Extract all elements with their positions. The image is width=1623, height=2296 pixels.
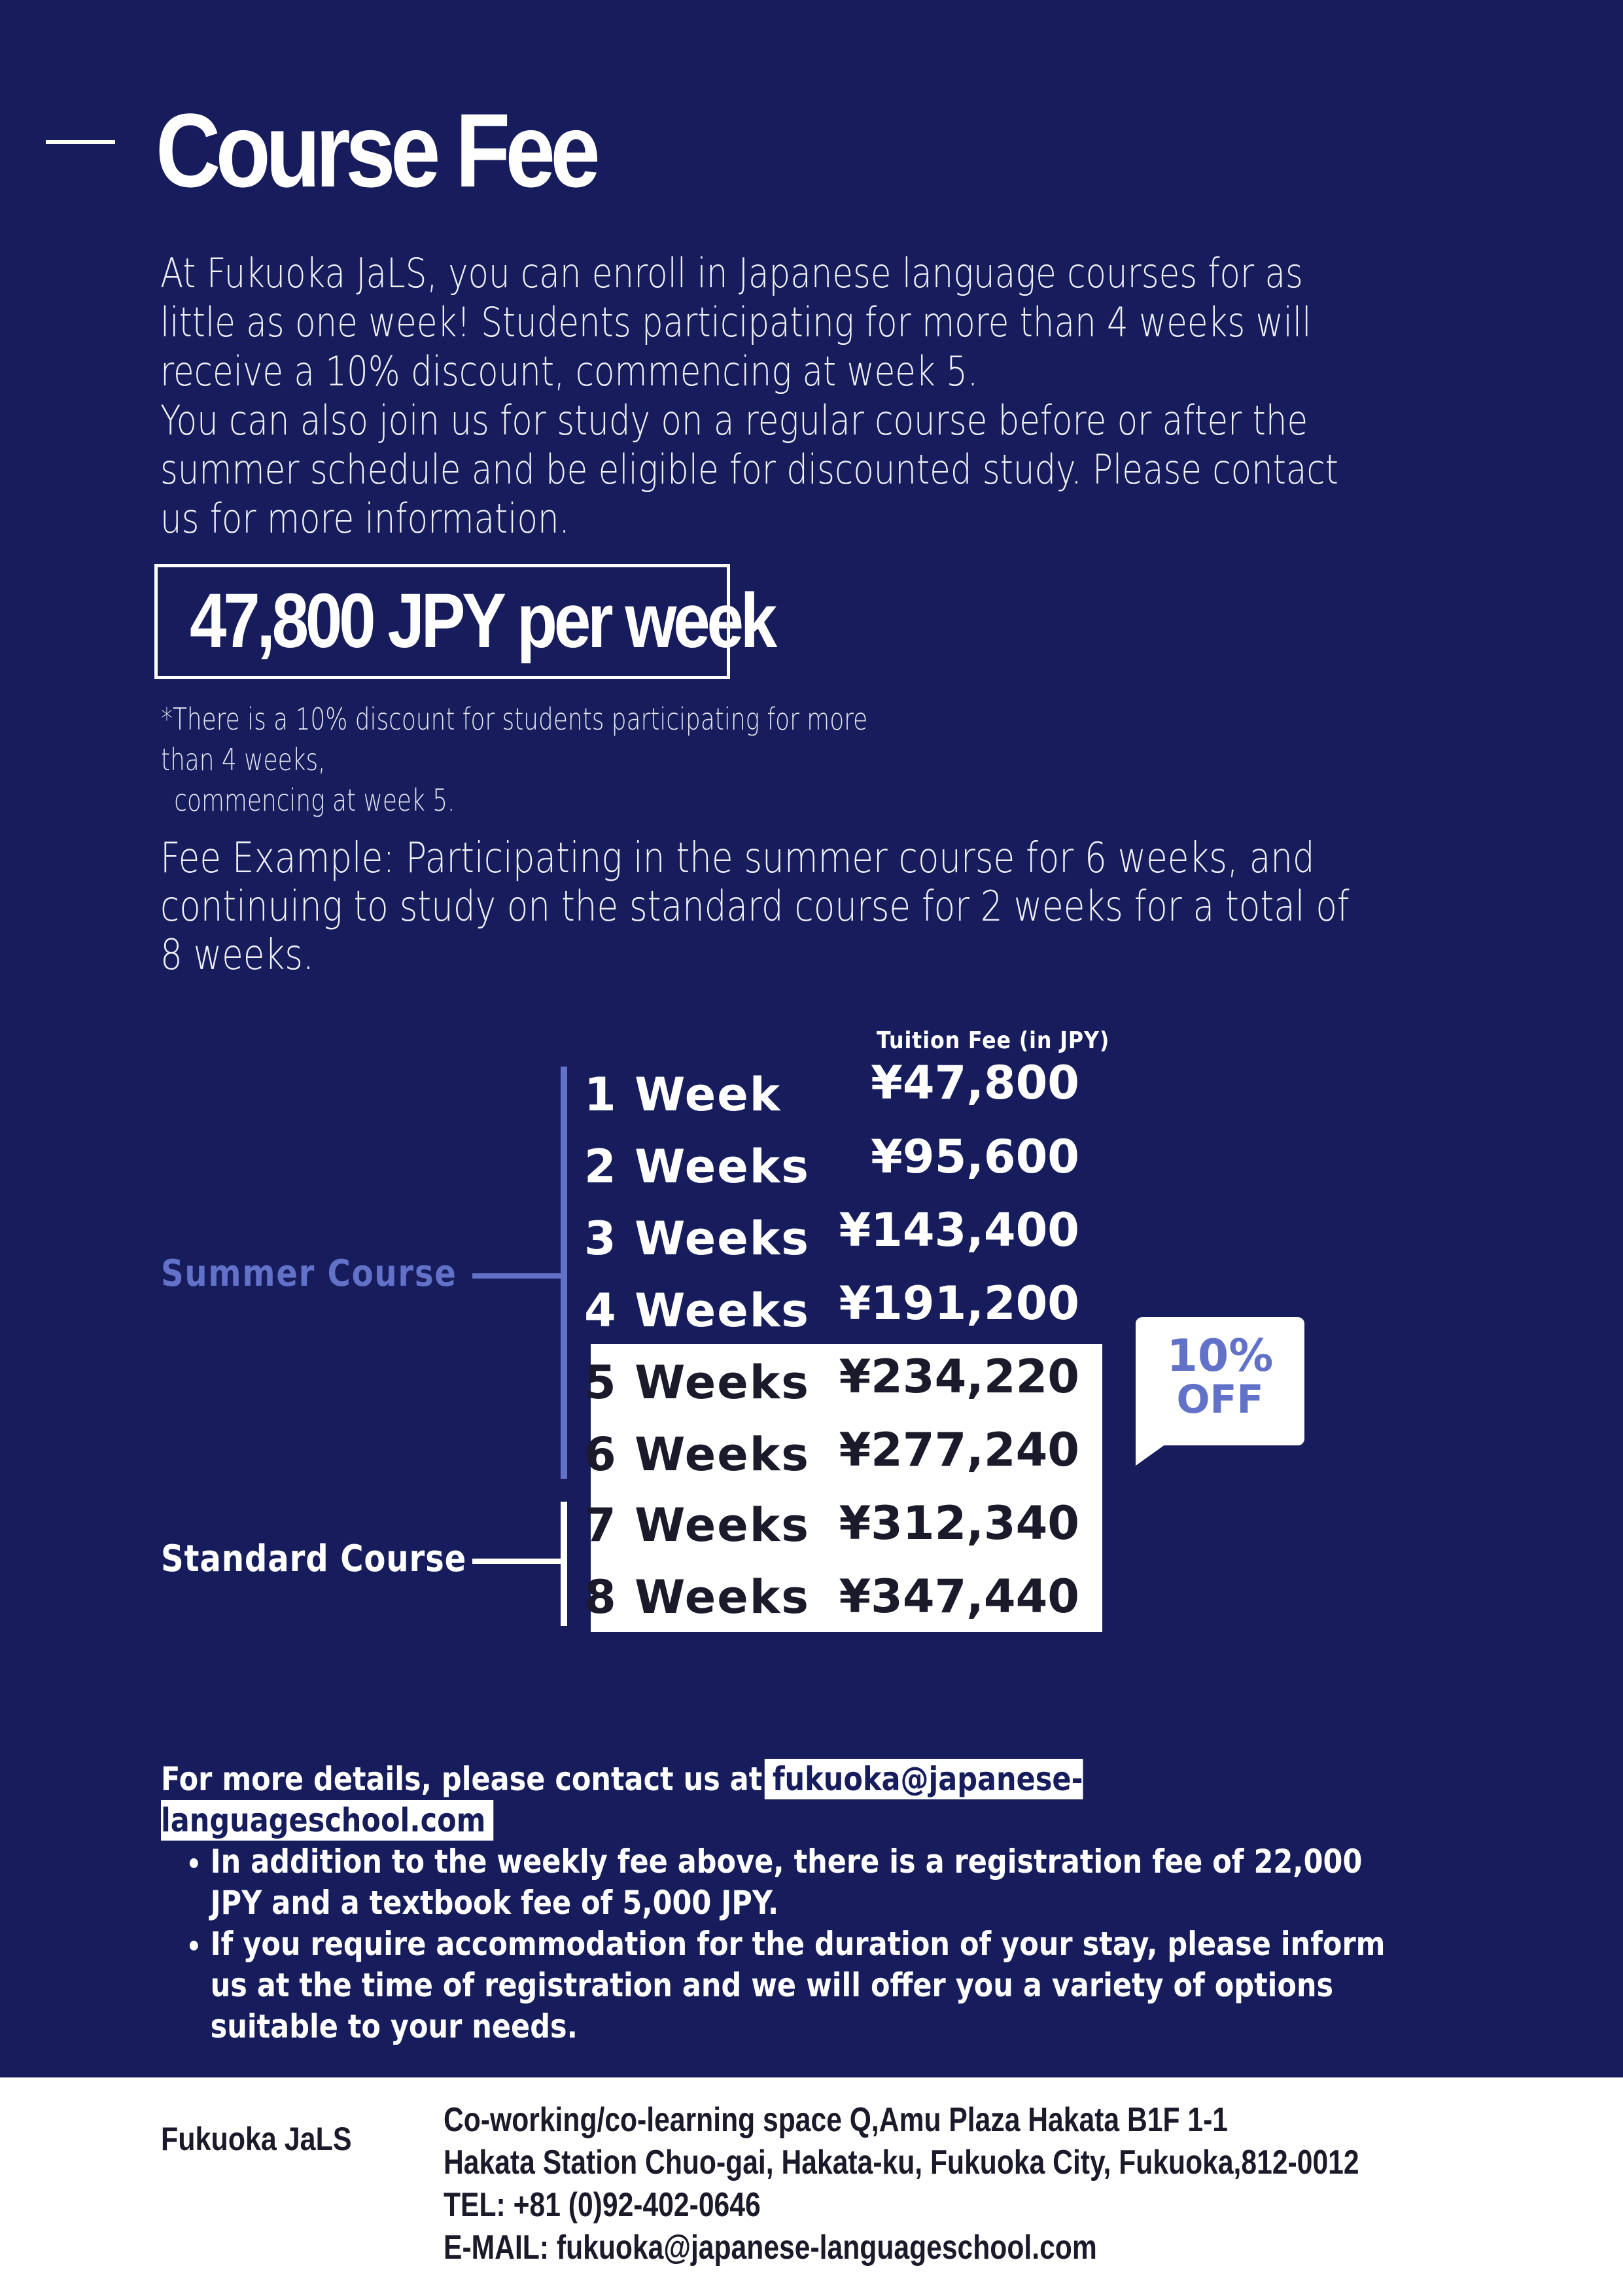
footer-address-line-2: Hakata Station Chuo-gai, Hakata-ku, Fukuoka City, Fukuoka,812-0012	[444, 2144, 1359, 2181]
page-title: Course Fee	[156, 92, 596, 209]
standard-course-connector	[472, 1559, 564, 1564]
summer-course-label: Summer Course	[161, 1252, 457, 1295]
standard-course-label: Standard Course	[161, 1538, 467, 1580]
price-note-line-2: commencing at week 5.	[174, 783, 455, 818]
intro-paragraph-1: At Fukuoka JaLS, you can enroll in Japanese language courses for as little as one week! Students participating for more than 4 weeks will receive a 10% discount, commencing at week 5.	[160, 249, 1312, 395]
details-bullet-registration-fee: • In addition to the weekly fee above, there is a registration fee of 22,000 JPY and a textbook fee of 5,000 JPY.	[211, 1841, 1399, 1924]
details-list	[161, 1841, 1399, 2047]
price-headline: 47,800 JPY per week	[190, 578, 775, 664]
weeks-cell: 2 Weeks	[584, 1140, 810, 1193]
tuition-column-header: Tuition Fee (in JPY)	[877, 1027, 1110, 1054]
weeks-cell: 5 Weeks	[584, 1356, 810, 1409]
contact-email-link[interactable]: fukuoka@japanese-languageschool.com	[161, 1760, 1083, 1839]
summer-course-bracket	[561, 1067, 567, 1479]
footer-telephone: TEL: +81 (0)92-402-0646	[444, 2186, 761, 2224]
fee-cell: ¥47,800	[871, 1056, 1079, 1110]
fee-cell: ¥143,400	[839, 1203, 1079, 1257]
weeks-cell: 8 Weeks	[584, 1570, 810, 1624]
intro-paragraph-2: You can also join us for study on a regular course before or after the summer schedule and be eligible for discounted study. Please contact us for more information.	[160, 397, 1338, 542]
footer-contact-info	[444, 2099, 1359, 2269]
discount-percent: 10%	[1166, 1330, 1274, 1382]
standard-course-bracket	[561, 1502, 567, 1626]
discount-badge	[1136, 1330, 1304, 1422]
contact-prefix: For more details, please contact us at	[161, 1760, 763, 1798]
title-dash-decoration	[46, 140, 115, 144]
price-note	[161, 699, 926, 821]
fee-cell: ¥277,240	[839, 1423, 1079, 1477]
fee-cell: ¥191,200	[839, 1277, 1079, 1330]
fee-example: Fee Example: Participating in the summer course for 6 weeks, and continuing to study on the standard course for 2 weeks for a total of 8 weeks.	[160, 834, 1350, 980]
weeks-cell: 3 Weeks	[584, 1212, 810, 1265]
weeks-cell: 6 Weeks	[584, 1428, 810, 1481]
contact-line	[161, 1759, 1399, 1841]
speech-bubble-tail-icon	[1136, 1439, 1172, 1466]
details-bullet-accommodation: • If you require accommodation for the duration of your stay, please inform us at the time of registration and we will offer you a variety of options suitable to your needs.	[211, 1924, 1399, 2047]
intro-text	[160, 249, 1344, 543]
weeks-cell: 1 Week	[584, 1068, 782, 1122]
weeks-cell: 4 Weeks	[584, 1284, 810, 1337]
price-note-line-1: *There is a 10% discount for students participating for more than 4 weeks,	[161, 701, 868, 777]
summer-course-connector	[472, 1273, 564, 1279]
fee-cell: ¥234,220	[839, 1350, 1079, 1404]
footer-school-name: Fukuoka JaLS	[161, 2121, 352, 2157]
footer-address-line-1: Co-working/co-learning space Q,Amu Plaza Hakata B1F 1-1	[444, 2101, 1228, 2139]
fee-cell: ¥347,440	[839, 1570, 1079, 1623]
weeks-cell: 7 Weeks	[584, 1498, 810, 1552]
fee-cell: ¥95,600	[871, 1130, 1079, 1184]
details-section	[161, 1759, 1399, 2047]
fee-cell: ¥312,340	[839, 1496, 1079, 1550]
discount-off-label: OFF	[1176, 1377, 1264, 1422]
footer-email[interactable]: E-MAIL: fukuoka@japanese-languageschool.com	[444, 2229, 1097, 2267]
